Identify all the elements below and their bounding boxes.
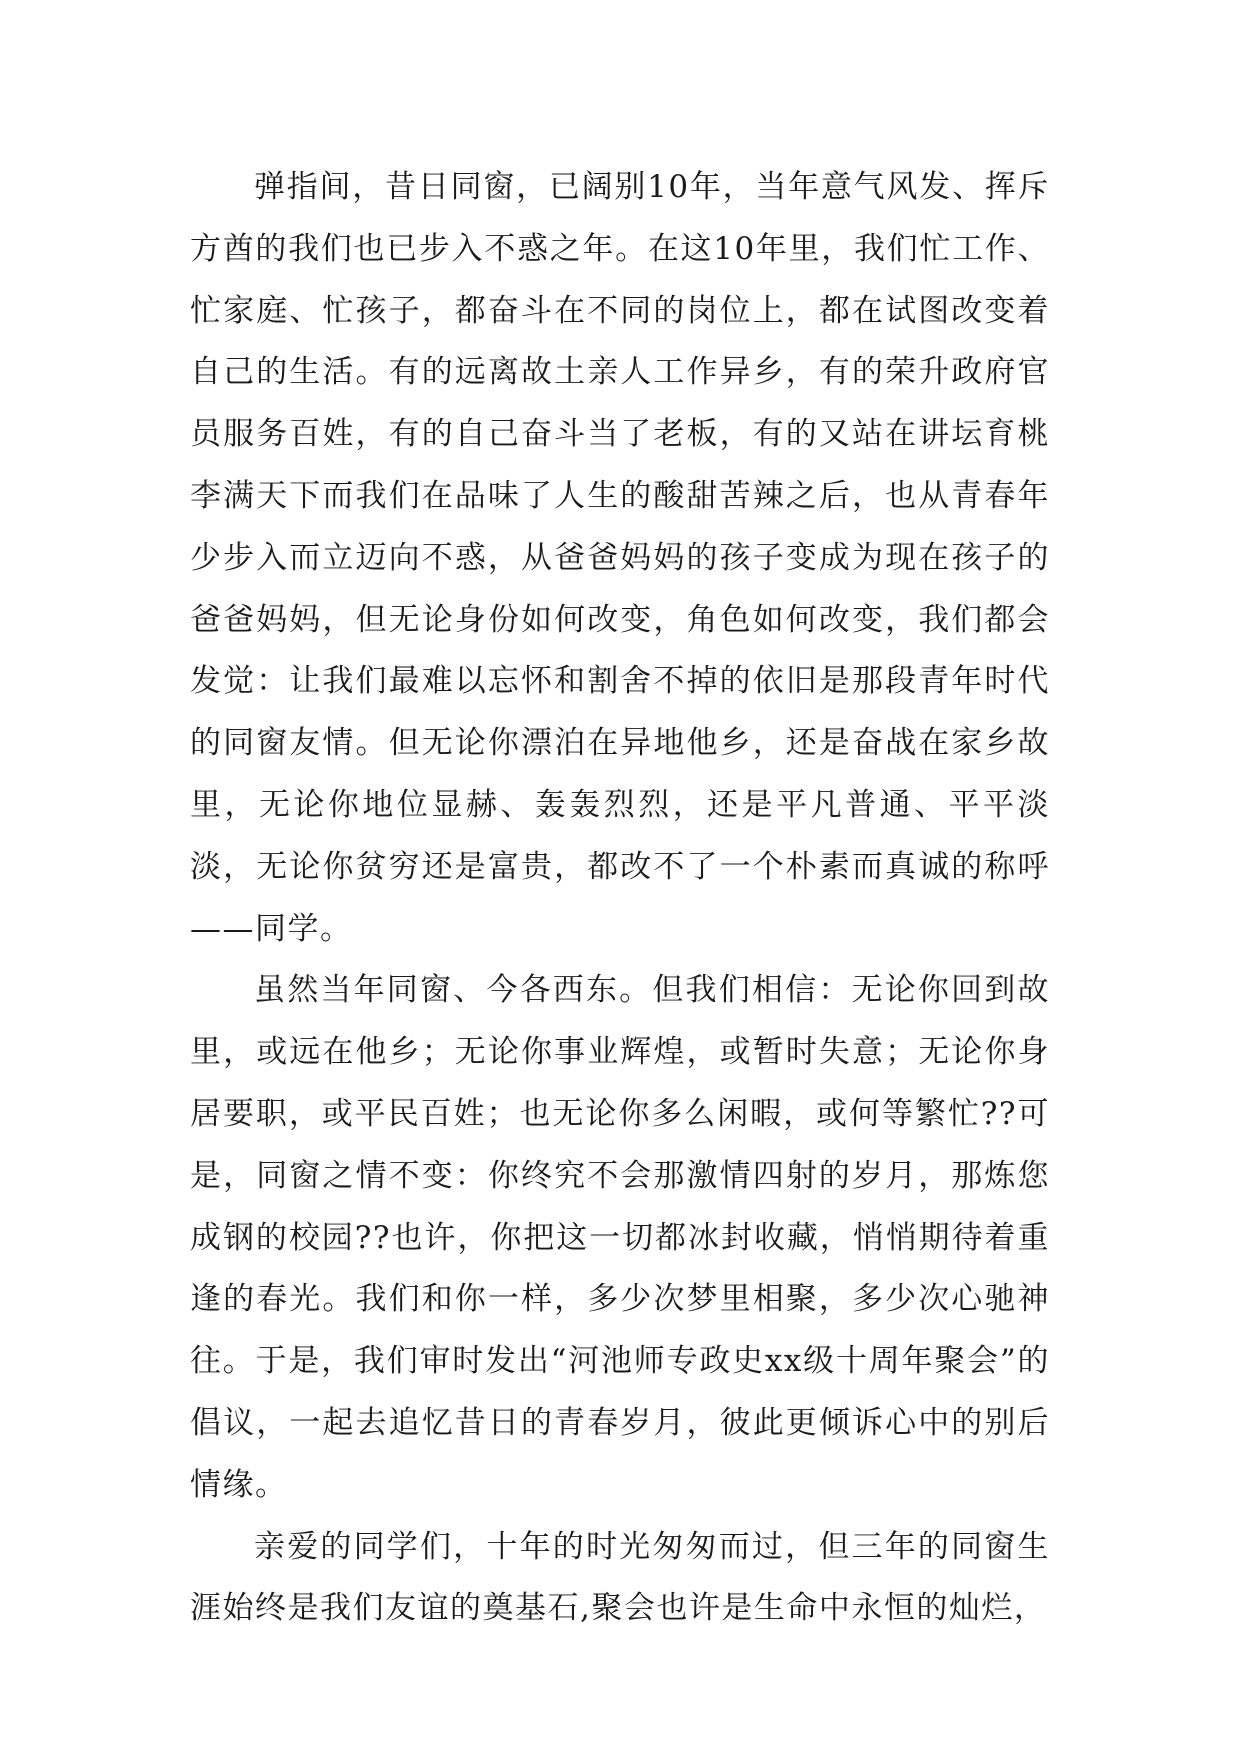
paragraph-3: 亲爱的同学们，十年的时光匆匆而过，但三年的同窗生涯始终是我们友谊的奠基石,聚会也许是生命中永恒的灿烂， [190, 1528, 1050, 1627]
paragraph-2: 虽然当年同窗、今各西东。但我们相信：无论你回到故里，或远在他乡；无论你事业辉煌，或暂时失意；无论你身居要职，或平民百姓；也无论你多么闲暇，或何等繁忙??可是，同窗之情不变：你终究不会那激情四射的岁月，那炼您成钢的校园??也许，你把这一切都冰封收藏，悄悄期待着重逢的春光。我们和你一样，多少次梦里相聚，多少次心驰神往。于是，我们审时发出“河池师专政史xx级十周年聚会”的倡议，一起去追忆昔日的青春岁月，彼此更倾诉心中的别后情缘。 [190, 972, 1050, 1503]
document-body [190, 157, 1050, 1640]
paragraph-1: 弹指间，昔日同窗，已阔别10年，当年意气风发、挥斥方酋的我们也已步入不惑之年。在这10年里，我们忙工作、忙家庭、忙孩子，都奋斗在不同的岗位上，都在试图改变着自己的生活。有的远离故土亲人工作异乡，有的荣升政府官员服务百姓，有的自己奋斗当了老板，有的又站在讲坛育桃李满天下而我们在品味了人生的酸甜苦辣之后，也从青春年少步入而立迈向不惑，从爸爸妈妈的孩子变成为现在孩子的爸爸妈妈，但无论身份如何改变，角色如何改变，我们都会发觉：让我们最难以忘怀和割舍不掉的依旧是那段青年时代的同窗友情。但无论你漂泊在异地他乡，还是奋战在家乡故里，无论你地位显赫、轰轰烈烈，还是平凡普通、平平淡淡，无论你贫穷还是富贵，都改不了一个朴素而真诚的称呼——同学。 [190, 169, 1050, 947]
